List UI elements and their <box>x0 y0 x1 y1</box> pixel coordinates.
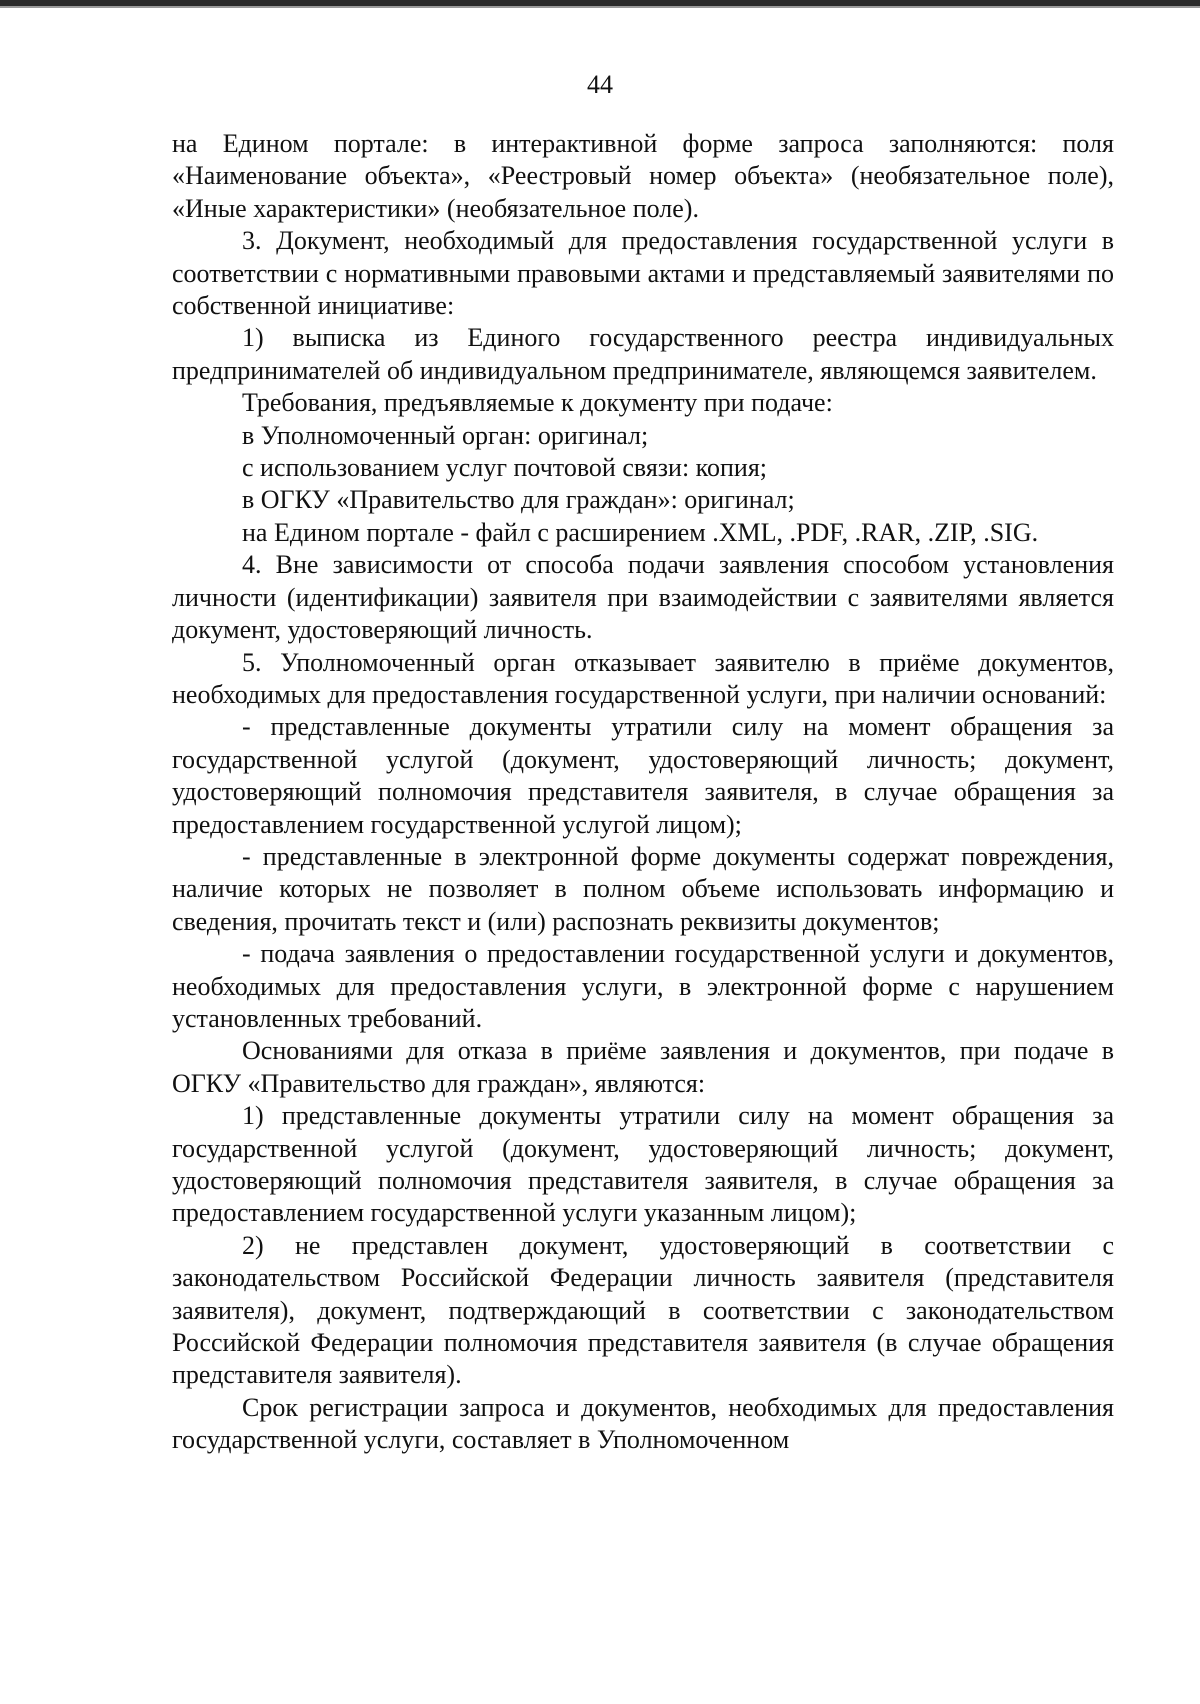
paragraph-ogku-ground-1: 1) представленные документы утратили силу на момент обращения за государственной услугой (документ, удостоверяющий личность; документ, удостоверяющий полномочия представителя заявителя, в случае обращения за предоставлением государственной услуги указанным лицом); <box>172 1101 1114 1228</box>
paragraph-registration-term: Срок регистрации запроса и документов, необходимых для предоставления государственной услуги, составляет в Уполномоченном <box>172 1392 1114 1455</box>
document-body <box>172 128 1114 1457</box>
paragraph-ogku-ground-2: 2) не представлен документ, удостоверяющий в соответствии с законодательством Российской Федерации личность заявителя (представителя заявителя), документ, подтверждающий в соответствии с законодательством Российской Федерации полномочия представителя заявителя (в случае обращения представителя заявителя). <box>172 1230 1114 1390</box>
paragraph-requirement-authorized-body: в Уполномоченный орган: оригинал; <box>242 420 649 450</box>
paragraph-ground-damaged-docs: - представленные в электронной форме документы содержат повреждения, наличие которых не позволяет в полном объеме использовать информацию и сведения, прочитать текст и (или) распознать реквизиты документов; <box>172 841 1114 936</box>
paragraph-requirement-postal: с использованием услуг почтовой связи: копия; <box>242 453 768 483</box>
page-number: 44 <box>587 70 613 99</box>
paragraph-requirement-portal-file: на Едином портале - файл с расширением .XML, .PDF, .RAR, .ZIP, .SIG. <box>242 517 1039 547</box>
scan-edge-shadow-light <box>0 6 1200 8</box>
paragraph-item-4: 4. Вне зависимости от способа подачи заявления способом установления личности (идентификации) заявителя при взаимодействии с заявителями является документ, удостоверяющий личность. <box>172 550 1114 645</box>
paragraph-ground-expired-docs: - представленные документы утратили силу на момент обращения за государственной услугой (документ, удостоверяющий личность; документ, удостоверяющий полномочия представителя заявителя, в случае обращения за предоставлением государственной услугой лицом); <box>172 712 1114 839</box>
paragraph-requirement-ogku: в ОГКУ «Правительство для граждан»: оригинал; <box>242 485 795 515</box>
paragraph-item-3: 3. Документ, необходимый для предоставления государственной услуги в соответствии с нормативными правовыми актами и представляемый заявителями по собственной инициативе: <box>172 226 1114 321</box>
paragraph-subitem-1-extract: 1) выписка из Единого государственного реестра индивидуальных предпринимателей об индивидуальном предпринимателе, являющемся заявителем. <box>172 323 1114 385</box>
paragraph-ogku-grounds-heading: Основаниями для отказа в приёме заявления и документов, при подаче в ОГКУ «Правительство для граждан», являются: <box>172 1036 1114 1098</box>
paragraph-item-5: 5. Уполномоченный орган отказывает заявителю в приёме документов, необходимых для предоставления государственной услуги, при наличии оснований: <box>172 647 1114 709</box>
paragraph-portal-form-fields: на Едином портале: в интерактивной форме запроса заполняются: поля «Наименование объекта», «Реестровый номер объекта» (необязательное поле), «Иные характеристики» (необязательное поле). <box>172 129 1114 223</box>
paragraph-requirements-heading: Требования, предъявляемые к документу при подаче: <box>242 388 833 418</box>
paragraph-ground-violation: - подача заявления о предоставлении государственной услуги и документов, необходимых для предоставления услуги, в электронной форме с нарушением установленных требований. <box>172 939 1114 1033</box>
